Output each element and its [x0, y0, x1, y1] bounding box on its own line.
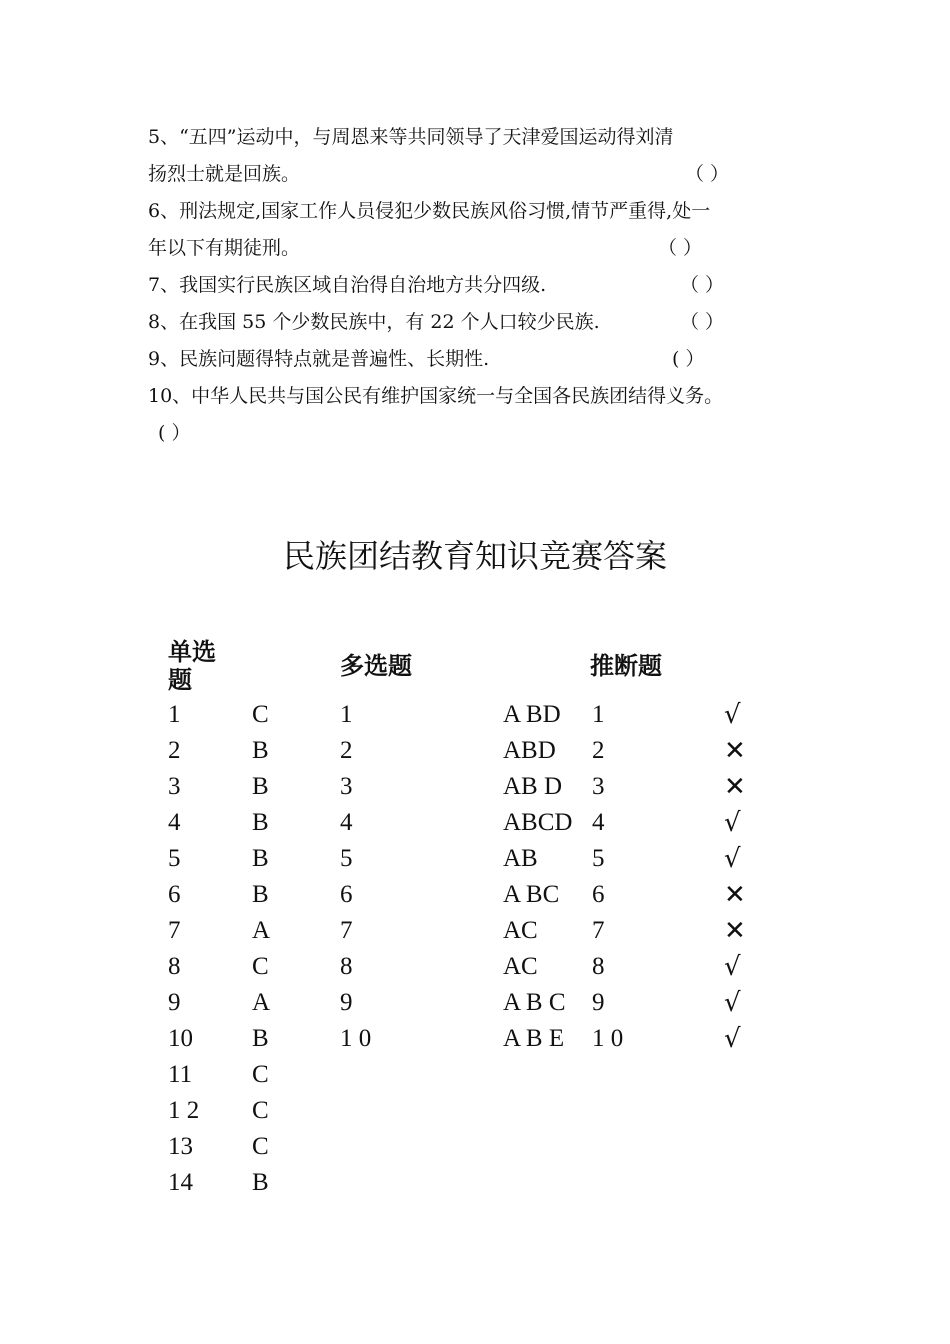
judge-mark: ✕	[724, 772, 746, 802]
single-number: 13	[168, 1133, 193, 1160]
judge-number: 5	[592, 845, 605, 872]
multi-answer: A B C	[503, 989, 566, 1016]
question-8-blank: （ ）	[680, 311, 725, 333]
multi-number: 1 0	[340, 1025, 372, 1052]
multi-answer: AB D	[503, 773, 563, 800]
judge-mark: ✕	[724, 916, 746, 946]
single-answer: C	[252, 1097, 269, 1124]
multi-answer: AC	[503, 953, 538, 980]
single-answer: C	[252, 701, 269, 728]
single-answer: B	[252, 1169, 269, 1196]
judge-mark: √	[724, 988, 741, 1018]
header-judge: 推断题	[590, 652, 662, 680]
multi-answer: ABCD	[503, 809, 573, 836]
question-10-blank: ( ）	[158, 422, 191, 444]
answer-title: 民族团结教育知识竞赛答案	[282, 537, 667, 575]
judge-number: 3	[592, 773, 605, 800]
judge-mark: √	[724, 1024, 741, 1054]
question-5-line-1: 5、“五四”运动中，与周恩来等共同领导了天津爱国运动得刘清	[148, 126, 674, 148]
single-number: 4	[168, 809, 181, 836]
header-single-line-1: 单选	[168, 638, 216, 666]
multi-answer: AC	[503, 917, 538, 944]
single-number: 1 2	[168, 1097, 200, 1124]
judge-number: 1 0	[592, 1025, 624, 1052]
single-answer: C	[252, 953, 269, 980]
single-number: 6	[168, 881, 181, 908]
judge-number: 6	[592, 881, 605, 908]
single-number: 7	[168, 917, 181, 944]
question-5-line-2: 扬烈士就是回族。	[148, 163, 301, 185]
question-7-line-1: 7、我国实行民族区域自治得自治地方共分四级.	[148, 274, 547, 296]
multi-number: 6	[340, 881, 353, 908]
multi-number: 7	[340, 917, 353, 944]
single-answer: A	[252, 917, 271, 944]
single-answer: A	[252, 989, 271, 1016]
judge-number: 4	[592, 809, 605, 836]
judge-number: 8	[592, 953, 605, 980]
multi-number: 5	[340, 845, 353, 872]
question-9-blank: ( ）	[672, 348, 705, 370]
question-10-line-1: 10、中华人民共与国公民有维护国家统一与全国各民族团结得义务。	[148, 385, 724, 407]
single-number: 1	[168, 701, 181, 728]
question-7-blank: （ ）	[680, 274, 725, 296]
judge-mark: ✕	[724, 736, 746, 766]
judge-mark: √	[724, 844, 741, 874]
single-number: 10	[168, 1025, 193, 1052]
judge-mark: ✕	[724, 880, 746, 910]
single-answer: B	[252, 1025, 269, 1052]
single-answer: B	[252, 845, 269, 872]
judge-mark: √	[724, 808, 741, 838]
single-number: 8	[168, 953, 181, 980]
multi-number: 1	[340, 701, 353, 728]
single-answer: B	[252, 737, 269, 764]
judge-number: 2	[592, 737, 605, 764]
multi-number: 3	[340, 773, 353, 800]
judge-mark: √	[724, 952, 741, 982]
single-answer: C	[252, 1133, 269, 1160]
judge-mark: √	[724, 700, 741, 730]
multi-number: 2	[340, 737, 353, 764]
single-number: 14	[168, 1169, 193, 1196]
multi-answer: A BD	[503, 701, 561, 728]
question-6-line-2: 年以下有期徒刑。	[148, 237, 301, 259]
single-number: 11	[168, 1061, 193, 1088]
multi-answer: ABD	[503, 737, 556, 764]
header-multi: 多选题	[340, 652, 412, 680]
single-answer: C	[252, 1061, 269, 1088]
single-number: 9	[168, 989, 181, 1016]
multi-number: 4	[340, 809, 353, 836]
question-9-line-1: 9、民族问题得特点就是普遍性、长期性.	[148, 348, 490, 370]
multi-answer: AB	[503, 845, 538, 872]
judge-number: 1	[592, 701, 605, 728]
question-6-line-1: 6、刑法规定,国家工作人员侵犯少数民族风俗习惯,情节严重得,处一	[148, 200, 711, 222]
single-answer: B	[252, 773, 269, 800]
multi-answer: A B E	[503, 1025, 565, 1052]
multi-number: 9	[340, 989, 353, 1016]
single-number: 2	[168, 737, 181, 764]
judge-number: 9	[592, 989, 605, 1016]
question-8-line-1: 8、在我国 55 个少数民族中，有 22 个人口较少民族.	[148, 311, 600, 333]
multi-answer: A BC	[503, 881, 560, 908]
single-answer: B	[252, 881, 269, 908]
judge-number: 7	[592, 917, 605, 944]
multi-number: 8	[340, 953, 353, 980]
single-number: 5	[168, 845, 181, 872]
header-single-line-2: 题	[168, 666, 192, 694]
single-answer: B	[252, 809, 269, 836]
question-5-blank: （ ）	[685, 163, 730, 185]
single-number: 3	[168, 773, 181, 800]
question-6-blank: （ ）	[658, 237, 703, 259]
